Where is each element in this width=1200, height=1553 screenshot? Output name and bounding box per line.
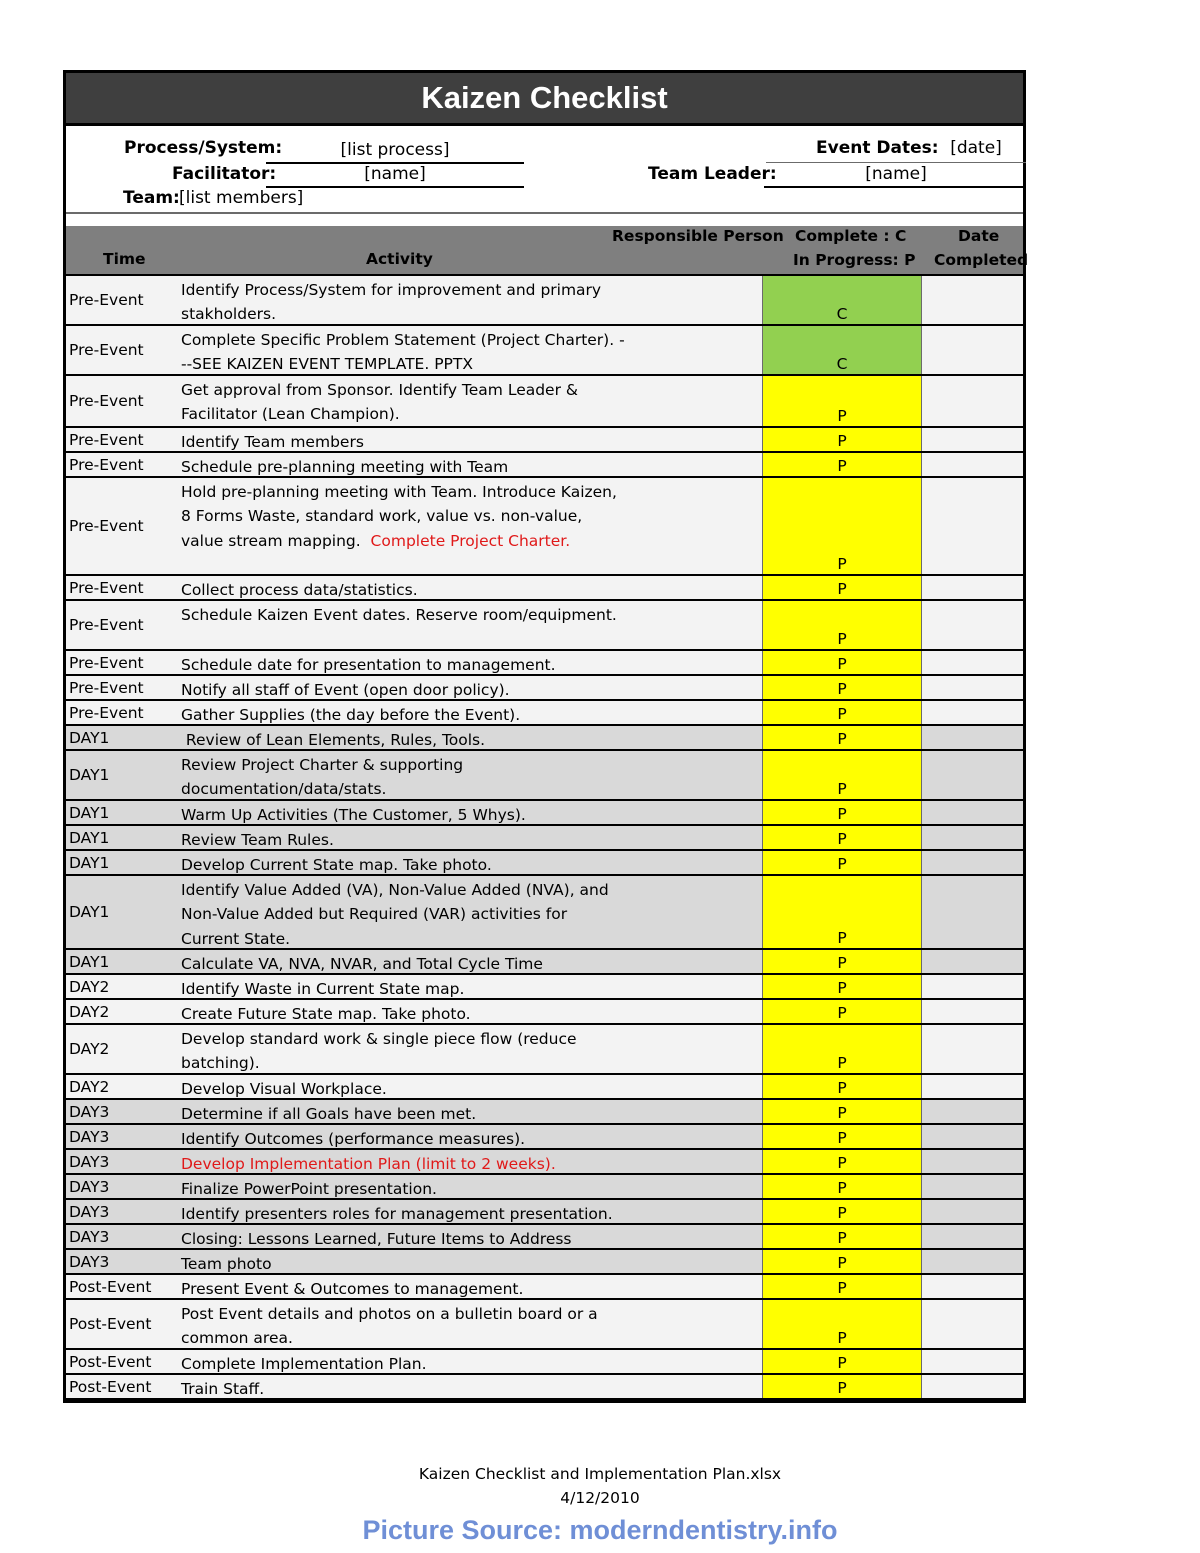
sheet-title: Kaizen Checklist [66,73,1023,126]
row-date-completed[interactable] [922,826,1023,849]
row-status[interactable]: P [762,1300,922,1348]
table-row[interactable] [66,576,1023,601]
row-status[interactable]: P [762,1375,922,1398]
activity-line: Current State. [181,929,291,948]
row-activity [178,1250,762,1273]
activity-line: Collect process data/statistics. [181,581,418,599]
row-activity [178,601,762,649]
row-status[interactable]: P [762,826,922,849]
table-row[interactable] [66,1175,1023,1200]
row-date-completed[interactable] [922,1300,1023,1348]
header-activity: Activity [366,250,433,268]
row-time: DAY2 [69,1077,110,1096]
row-time: DAY3 [69,1227,110,1246]
row-activity [178,826,762,849]
row-status[interactable]: P [762,1350,922,1373]
activity-line: --SEE KAIZEN EVENT TEMPLATE. PPTX [181,355,473,374]
row-date-completed[interactable] [922,676,1023,699]
table-row[interactable] [66,1250,1023,1275]
table-row[interactable] [66,975,1023,1000]
activity-highlight: Develop Implementation Plan (limit to 2 weeks). [181,1155,556,1173]
row-status[interactable]: P [762,453,922,476]
row-date-completed[interactable] [922,276,1023,324]
row-activity [178,1000,762,1023]
row-activity [178,1275,762,1298]
activity-line: Review Project Charter & supporting [181,756,464,774]
row-time: DAY3 [69,1152,110,1171]
row-activity [178,1300,762,1348]
event-dates-value[interactable]: [date] [950,138,1002,158]
row-activity [178,1200,762,1223]
table-row[interactable] [66,950,1023,975]
activity-line: Develop Current State map. Take photo. [181,856,492,874]
row-activity [178,975,762,998]
activity-line: Complete Specific Problem Statement (Project Charter). - [181,331,625,349]
table-row[interactable] [66,1075,1023,1100]
table-row[interactable] [66,1000,1023,1025]
row-time: DAY1 [69,853,110,872]
activity-line: Facilitator (Lean Champion). [181,405,400,424]
activity-line: stakholders. [181,305,276,324]
activity-line: documentation/data/stats. [181,780,387,799]
footer-date: 4/12/2010 [560,1489,640,1507]
activity-line: 8 Forms Waste, standard work, value vs. non-value, [181,507,583,526]
table-row[interactable] [66,1300,1023,1350]
row-activity [178,376,762,426]
header-time: Time [103,250,146,268]
row-date-completed[interactable] [922,478,1023,574]
row-time: DAY1 [69,952,110,971]
row-time: Pre-Event [69,430,144,449]
activity-line: Develop standard work & single piece flow (reduce [181,1030,577,1048]
row-date-completed[interactable] [922,453,1023,476]
row-activity [178,876,762,948]
table-row[interactable] [66,751,1023,801]
activity-line: Notify all staff of Event (open door policy). [181,681,510,699]
row-status[interactable]: P [762,1150,922,1173]
event-dates-underline [766,162,1026,163]
row-activity [178,478,762,574]
row-time: DAY1 [69,803,110,822]
row-date-completed[interactable] [922,975,1023,998]
facilitator-underline [266,186,524,188]
row-time: DAY3 [69,1127,110,1146]
row-status[interactable]: P [762,651,922,674]
header-responsible: Responsible Person [612,227,784,245]
activity-highlight: Complete Project Charter. [360,531,571,550]
activity-line: value stream mapping. Complete Project Charter. [181,531,571,550]
table-row[interactable] [66,601,1023,651]
activity-line: Determine if all Goals have been met. [181,1105,477,1123]
row-time: Pre-Event [69,392,144,410]
table-row[interactable] [66,1225,1023,1250]
row-time: DAY1 [69,828,110,847]
row-date-completed[interactable] [922,950,1023,973]
table-row[interactable] [66,1150,1023,1175]
activity-line: batching). [181,1054,260,1073]
row-date-completed[interactable] [922,1025,1023,1073]
row-activity [178,576,762,599]
table-row[interactable] [66,1100,1023,1125]
activity-line: Identify presenters roles for management presentation. [181,1205,613,1223]
row-activity [178,276,762,324]
team-label: Team: [123,188,180,208]
activity-line: Schedule Kaizen Event dates. Reserve room/equipment. [181,606,617,624]
row-activity [178,1025,762,1073]
row-status[interactable]: P [762,975,922,998]
row-date-completed[interactable] [922,1275,1023,1298]
row-status[interactable]: C [762,276,922,324]
row-date-completed[interactable] [922,1250,1023,1273]
row-date-completed[interactable] [922,1100,1023,1123]
row-status[interactable]: P [762,726,922,749]
activity-line: Review of Lean Elements, Rules, Tools. [181,731,486,749]
facilitator-label: Facilitator: [172,164,277,184]
row-status[interactable]: C [762,326,922,374]
header-date-line2: Completed [934,251,1029,269]
activity-line: Develop Visual Workplace. [181,1080,387,1098]
row-date-completed[interactable] [922,376,1023,426]
row-status[interactable]: P [762,950,922,973]
table-row[interactable] [66,276,1023,326]
row-status[interactable]: P [762,1000,922,1023]
row-time: DAY3 [69,1177,110,1196]
row-time: DAY1 [69,903,110,921]
row-time: Pre-Event [69,291,144,309]
table-row[interactable] [66,1125,1023,1150]
table-row[interactable] [66,428,1023,453]
table-row[interactable] [66,876,1023,950]
activity-line: Identify Outcomes (performance measures). [181,1130,526,1148]
row-activity [178,1150,762,1173]
table-row[interactable] [66,826,1023,851]
row-activity [178,851,762,874]
table-row[interactable] [66,1350,1023,1375]
row-time: Post-Event [69,1277,152,1296]
row-time: Post-Event [69,1352,152,1371]
table-row[interactable] [66,326,1023,376]
activity-line: Get approval from Sponsor. Identify Team Leader & [181,381,578,399]
checklist-sheet [63,70,1029,1403]
row-date-completed[interactable] [922,651,1023,674]
row-time: Pre-Event [69,517,144,535]
table-header [66,222,1029,276]
row-time: DAY3 [69,1102,110,1121]
table-row[interactable] [66,453,1023,478]
row-status[interactable]: P [762,701,922,724]
row-status[interactable]: P [762,1175,922,1198]
row-activity [178,1350,762,1373]
table-row[interactable] [66,851,1023,876]
row-status[interactable]: P [762,478,922,574]
row-activity [178,651,762,674]
activity-line: Calculate VA, NVA, NVAR, and Total Cycle Time [181,955,543,973]
team-value[interactable]: [list members] [179,188,304,208]
table-row[interactable] [66,651,1023,676]
activity-line: Schedule date for presentation to management. [181,656,556,674]
row-status[interactable]: P [762,801,922,824]
activity-line: Team photo [181,1255,272,1273]
row-status[interactable]: P [762,1225,922,1248]
row-date-completed[interactable] [922,601,1023,649]
row-time: Pre-Event [69,341,144,359]
row-date-completed[interactable] [922,726,1023,749]
row-status[interactable]: P [762,1125,922,1148]
table-row[interactable] [66,1375,1023,1400]
row-time: Post-Event [69,1315,152,1333]
row-status[interactable]: P [762,1275,922,1298]
team-leader-label: Team Leader: [648,164,777,184]
row-date-completed[interactable] [922,428,1023,451]
team-leader-value[interactable]: [name] [865,164,927,184]
activity-line: Present Event & Outcomes to management. [181,1280,524,1298]
activity-line: Train Staff. [181,1380,265,1398]
row-activity [178,676,762,699]
header-status-line2: In Progress: P [793,251,916,269]
row-activity [178,801,762,824]
table-row[interactable] [66,478,1023,576]
team-leader-underline [764,186,1026,188]
row-activity [178,701,762,724]
row-date-completed[interactable] [922,1150,1023,1173]
row-status[interactable]: P [762,1100,922,1123]
row-activity [178,1125,762,1148]
row-status[interactable]: P [762,1075,922,1098]
row-time: DAY2 [69,1002,110,1021]
activity-line: common area. [181,1329,293,1348]
row-time: DAY2 [69,1040,110,1058]
row-time: Pre-Event [69,703,144,722]
row-activity [178,1075,762,1098]
facilitator-value[interactable]: [name] [364,164,426,184]
table-row[interactable] [66,676,1023,701]
row-date-completed[interactable] [922,751,1023,799]
row-time: Pre-Event [69,678,144,697]
row-time: Pre-Event [69,616,144,634]
row-activity [178,950,762,973]
table-row[interactable] [66,801,1023,826]
row-date-completed[interactable] [922,1075,1023,1098]
row-activity [178,326,762,374]
row-activity [178,1175,762,1198]
row-activity [178,1375,762,1398]
process-label: Process/System: [124,138,283,158]
info-block [66,126,1023,222]
activity-line: Finalize PowerPoint presentation. [181,1180,437,1198]
row-status[interactable]: P [762,1250,922,1273]
row-time: Pre-Event [69,455,144,474]
row-date-completed[interactable] [922,1225,1023,1248]
checklist-rows [66,276,1023,1400]
row-status[interactable]: P [762,1200,922,1223]
row-activity [178,751,762,799]
activity-line: Schedule pre-planning meeting with Team [181,458,509,476]
row-activity [178,1100,762,1123]
row-status[interactable]: P [762,876,922,948]
row-date-completed[interactable] [922,576,1023,599]
table-row[interactable] [66,376,1023,428]
table-row[interactable] [66,701,1023,726]
row-status[interactable]: P [762,576,922,599]
row-date-completed[interactable] [922,1350,1023,1373]
row-status[interactable]: P [762,851,922,874]
row-date-completed[interactable] [922,701,1023,724]
activity-line: Gather Supplies (the day before the Event). [181,706,521,724]
table-row[interactable] [66,1200,1023,1225]
activity-line: Non-Value Added but Required (VAR) activities for [181,905,568,924]
info-divider [66,212,1023,214]
row-time: DAY1 [69,728,110,747]
row-status[interactable]: P [762,376,922,426]
row-status[interactable]: P [762,601,922,649]
activity-line: Warm Up Activities (The Customer, 5 Whys). [181,806,526,824]
activity-line: Closing: Lessons Learned, Future Items to Address [181,1230,572,1248]
table-row[interactable] [66,1275,1023,1300]
event-dates-label: Event Dates: [816,138,939,158]
row-time: DAY1 [69,766,110,784]
table-row[interactable] [66,1025,1023,1075]
row-date-completed[interactable] [922,326,1023,374]
row-date-completed[interactable] [922,1175,1023,1198]
row-status[interactable]: P [762,751,922,799]
activity-line: Identify Waste in Current State map. [181,980,465,998]
row-time: Pre-Event [69,578,144,597]
activity-line: Identify Team members [181,433,364,451]
row-activity [178,726,762,749]
row-time: DAY3 [69,1202,110,1221]
row-date-completed[interactable] [922,1125,1023,1148]
row-status[interactable]: P [762,676,922,699]
row-date-completed[interactable] [922,1200,1023,1223]
row-activity [178,428,762,451]
row-status[interactable]: P [762,1025,922,1073]
picture-source: Picture Source: moderndentistry.info [362,1515,838,1545]
row-time: Post-Event [69,1377,152,1396]
activity-line: Identify Process/System for improvement and primary [181,281,602,299]
row-date-completed[interactable] [922,1000,1023,1023]
row-time: DAY2 [69,977,110,996]
table-row[interactable] [66,726,1023,751]
activity-line: Review Team Rules. [181,831,334,849]
activity-line: Complete Implementation Plan. [181,1355,427,1373]
row-status[interactable]: P [762,428,922,451]
row-date-completed[interactable] [922,876,1023,948]
row-activity [178,453,762,476]
row-time: Pre-Event [69,653,144,672]
row-date-completed[interactable] [922,1375,1023,1398]
activity-line: Identify Value Added (VA), Non-Value Added (NVA), and [181,881,609,899]
row-date-completed[interactable] [922,851,1023,874]
activity-line: Hold pre-planning meeting with Team. Introduce Kaizen, [181,483,617,501]
activity-line: Create Future State map. Take photo. [181,1005,471,1023]
row-time: DAY3 [69,1252,110,1271]
header-status-line1: Complete : C [795,227,907,245]
activity-line: Post Event details and photos on a bulletin board or a [181,1305,598,1323]
header-date-line1: Date [958,227,1000,245]
process-value[interactable]: [list process] [340,140,450,160]
row-date-completed[interactable] [922,801,1023,824]
row-activity [178,1225,762,1248]
footer-filename: Kaizen Checklist and Implementation Plan.xlsx [418,1465,782,1483]
